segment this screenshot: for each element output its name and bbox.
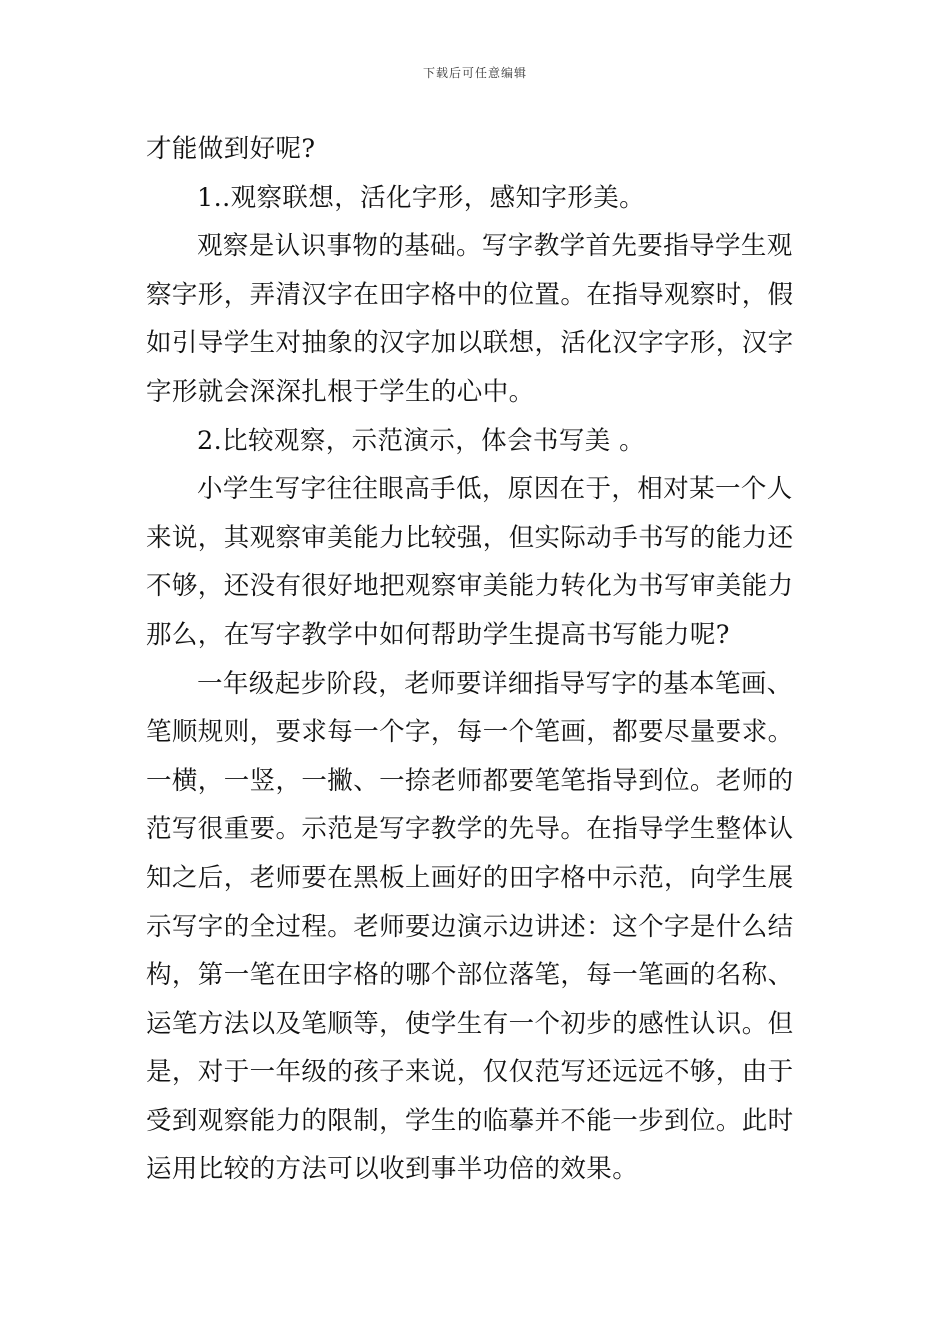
text-line: 范写很重要。示范是写字教学的先导。在指导学生整体认 <box>146 814 794 845</box>
document-body <box>146 125 816 1194</box>
section-heading-1: 1..观察联想，活化字形，感知字形美。 <box>197 182 646 213</box>
text-line: 受到观察能力的限制，学生的临摹并不能一步到位。此时 <box>146 1105 794 1136</box>
text-line: 才能做到好呢? <box>146 134 316 164</box>
text-line: 笔顺规则，要求每一个字，每一个笔画，都要尽量要求。 <box>146 717 794 748</box>
text-line: 一横，一竖，一撇、一捺老师都要笔笔指导到位。老师的 <box>146 765 794 796</box>
text-line: 运用比较的方法可以收到事半功倍的效果。 <box>146 1154 639 1185</box>
text-line: 小学生写字往往眼高手低，原因在于，相对某一个人 <box>197 474 793 505</box>
text-line: 知之后，老师要在黑板上画好的田字格中示范，向学生展 <box>146 862 794 893</box>
page-header-note: 下载后可任意编辑 <box>422 66 527 80</box>
text-line: 那么，在写字教学中如何帮助学生提高书写能力呢? <box>146 619 730 650</box>
text-line: 如引导学生对抽象的汉字加以联想，活化汉字字形，汉字 <box>146 328 794 359</box>
text-line: 察字形，弄清汉字在田字格中的位置。在指导观察时，假 <box>146 279 794 310</box>
text-line: 来说，其观察审美能力比较强，但实际动手书写的能力还 <box>146 522 794 553</box>
text-line: 示写字的全过程。老师要边演示边讲述：这个字是什么结 <box>146 911 794 942</box>
text-line: 构，第一笔在田字格的哪个部位落笔，每一笔画的名称、 <box>146 960 794 991</box>
text-line: 字形就会深深扎根于学生的心中。 <box>146 376 535 407</box>
section-heading-2: 2.比较观察，示范演示，体会书写美 。 <box>197 425 646 456</box>
text-line: 观察是认识事物的基础。写字教学首先要指导学生观 <box>197 231 793 262</box>
text-line: 不够，还没有很好地把观察审美能力转化为书写审美能力 <box>146 571 794 602</box>
text-line: 是，对于一年级的孩子来说，仅仅范写还远远不够，由于 <box>146 1057 794 1088</box>
text-line: 运笔方法以及笔顺等，使学生有一个初步的感性认识。但 <box>146 1008 794 1039</box>
text-line: 一年级起步阶段，老师要详细指导写字的基本笔画、 <box>197 668 793 699</box>
